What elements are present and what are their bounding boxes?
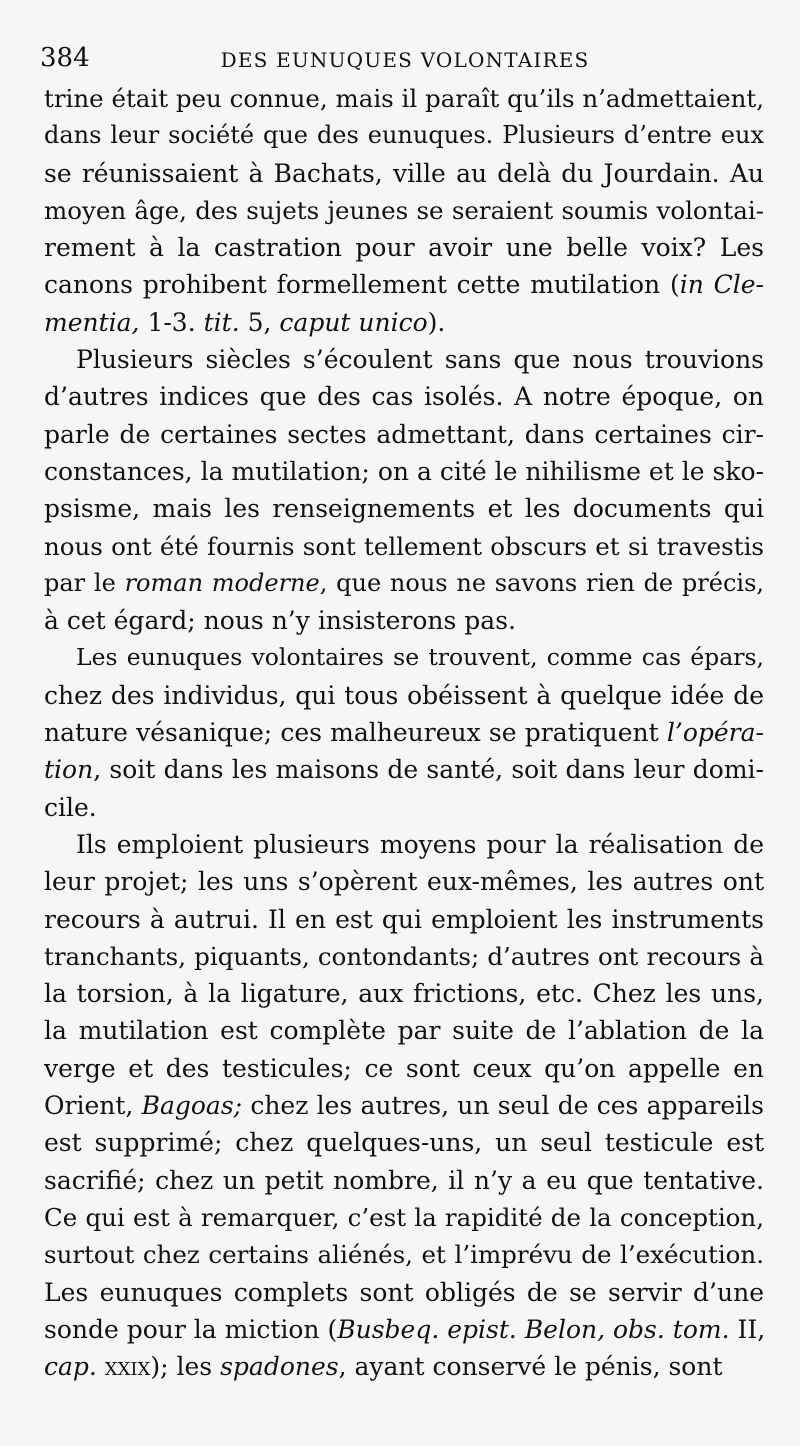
text-line (44, 714, 764, 751)
text-line (44, 1348, 764, 1385)
text-run: parle de certaines sectes admettant, dans certaines cir- (44, 419, 764, 449)
text-run: , ayant conservé le pénis, sont (338, 1352, 723, 1382)
text-line (44, 751, 764, 788)
text-line (44, 1274, 764, 1311)
page-header (40, 40, 770, 76)
text-run: canons prohibent formellement cette mutilation ( (44, 270, 680, 300)
text-run: in Cle- (679, 270, 765, 300)
text-line (44, 677, 764, 714)
text-run: verge et des testicules; ce sont ceux qu’on appelle en (44, 1053, 764, 1083)
text-run: cap. (44, 1352, 97, 1382)
text-run: d’autres indices que des cas isolés. A notre époque, on (44, 382, 764, 412)
text-line (44, 266, 764, 303)
text-run: psisme, mais les renseignements et les documents qui (44, 494, 764, 524)
text-line (44, 155, 764, 192)
text-run: Plusieurs siècles s’écoulent sans que nous trouvions (76, 345, 764, 375)
text-line (44, 565, 764, 602)
text-run: nature vésanique; ces malheureux se pratiquent (44, 718, 667, 748)
text-line (44, 192, 764, 229)
text-run: ). (427, 307, 446, 337)
text-line (44, 938, 764, 975)
running-head: DES EUNUQUES VOLONTAIRES (220, 48, 590, 72)
text-run: sonde pour la miction ( (44, 1314, 338, 1344)
text-run: spadones (220, 1352, 339, 1382)
text-run: tit. (203, 307, 240, 337)
text-line (44, 490, 764, 527)
text-line (44, 901, 764, 938)
text-run: ); les (150, 1352, 221, 1382)
text-line (44, 117, 764, 154)
text-line (44, 1050, 764, 1087)
text-run: sacrifié; chez un petit nombre, il n’y a eu que tentative. (44, 1165, 764, 1195)
body-text (44, 80, 764, 1385)
text-run: la mutilation est complète par suite de l’ablation de la (44, 1016, 764, 1046)
text-run: II, (729, 1314, 766, 1344)
text-line (44, 1087, 764, 1124)
text-run: dans leur société que des eunuques. Plusieurs d’entre eux (44, 121, 764, 150)
text-line (44, 863, 764, 900)
text-run: rement à la castration pour avoir une belle voix? Les (44, 233, 764, 263)
text-run: , soit dans les maisons de santé, soit dans leur domi- (93, 755, 764, 785)
text-run: est supprimé; chez quelques-uns, un seul testicule est (44, 1128, 764, 1158)
text-run: à cet égard; nous n’y insisterons pas. (44, 606, 516, 636)
text-run: Busbeq. epist. Belon, obs. tom. (337, 1314, 730, 1344)
text-run: constances, la mutilation; on a cité le nihilisme et le sko- (44, 456, 764, 486)
text-run: , que nous ne savons rien de précis, (319, 568, 765, 597)
text-line (44, 453, 764, 490)
text-run: chez des individus, qui tous obéissent à quelque idée de (44, 680, 764, 710)
text-run: trine était peu connue, mais il paraît qu’ils n’admettaient, (44, 84, 764, 113)
text-run: 1-3. (139, 307, 204, 337)
text-line (44, 1311, 764, 1348)
text-line (44, 341, 764, 378)
text-run: xxix (96, 1352, 151, 1382)
text-line (44, 1162, 764, 1199)
text-run: Ce qui est à remarquer, c’est la rapidité de la conception, (44, 1202, 764, 1232)
text-line (44, 304, 764, 341)
text-run: surtout chez certains aliénés, et l’imprévu de l’exécution. (44, 1240, 764, 1270)
text-line (44, 1124, 764, 1161)
text-line (44, 1012, 764, 1049)
text-line (44, 416, 764, 453)
text-line (44, 1199, 764, 1236)
text-run: tion (44, 755, 94, 785)
text-run: nous ont été fournis sont tellement obscurs et si travestis (44, 531, 764, 561)
page-number: 384 (40, 43, 90, 73)
text-run: mentia, (44, 307, 140, 337)
text-run: se réunissaient à Bachats, ville au delà du Jourdain. Au (44, 158, 764, 188)
text-line (44, 80, 764, 117)
text-run: 5, (239, 307, 280, 337)
text-line (44, 528, 764, 565)
text-run: tranchants, piquants, contondants; d’autres ont recours à (44, 941, 764, 971)
text-run: Orient, (44, 1091, 142, 1121)
text-line (44, 378, 764, 415)
text-line (44, 602, 764, 639)
text-line (44, 1236, 764, 1273)
text-line (44, 229, 764, 266)
text-line (44, 639, 764, 676)
text-run: leur projet; les uns s’opèrent eux-mêmes, les autres ont (44, 867, 764, 897)
text-run: Ils emploient plusieurs moyens pour la réalisation de (76, 829, 764, 859)
text-line (44, 826, 764, 863)
text-run: chez les autres, un seul de ces appareils (242, 1091, 764, 1121)
text-run: l’opéra- (666, 718, 764, 748)
text-run: la torsion, à la ligature, aux frictions, etc. Chez les uns, (44, 979, 764, 1009)
text-run: Les eunuques volontaires se trouvent, comme cas épars, (76, 643, 764, 672)
text-run: Les eunuques complets sont obligés de se servir d’une (44, 1277, 764, 1307)
text-line (44, 975, 764, 1012)
text-run: par le (44, 568, 125, 597)
text-run: cile. (44, 792, 97, 822)
text-run: Bagoas; (141, 1091, 243, 1121)
text-run: roman moderne (124, 568, 320, 597)
text-run: recours à autrui. Il en est qui emploient les instruments (44, 904, 764, 934)
text-run: caput unico (279, 307, 428, 337)
text-line (44, 789, 764, 826)
text-run: moyen âge, des sujets jeunes se seraient soumis volontai- (44, 195, 764, 225)
